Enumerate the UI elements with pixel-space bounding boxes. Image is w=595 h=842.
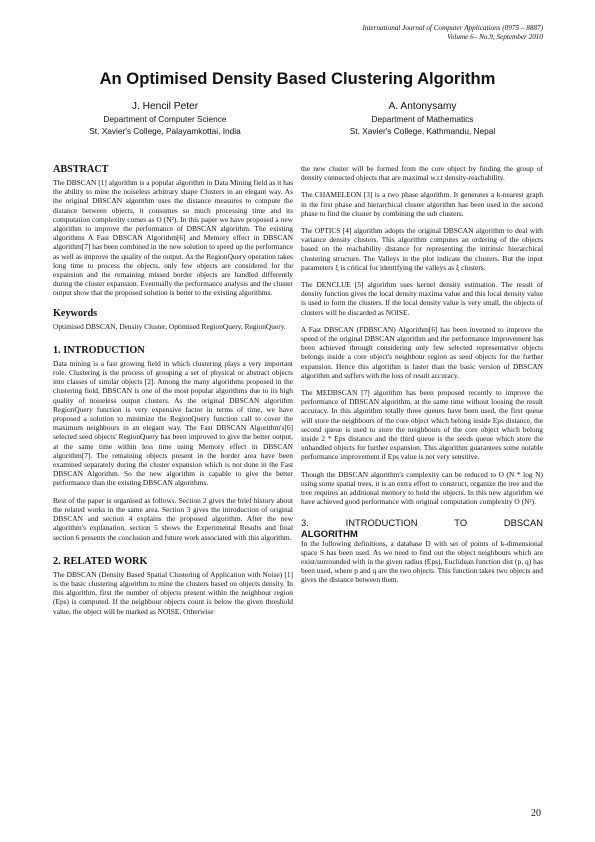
author-name: J. Hencil Peter	[131, 101, 199, 112]
paper-title: An Optimised Density Based Clustering Algorithm	[99, 69, 496, 88]
author-institution: St. Xavier's College, Palayamkottai, India	[89, 126, 241, 136]
author-department: Department of Mathematics	[371, 114, 474, 124]
journal-header	[362, 24, 543, 42]
section-heading-introduction: 1. INTRODUCTION	[53, 344, 145, 356]
section-heading-related-work: 2. RELATED WORK	[53, 555, 148, 567]
heading-word: DBSCAN	[503, 516, 543, 528]
related-work-paragraph-1: The DBSCAN (Density Based Spatial Clustering of Application with Noise) [1] is the basic clustering algorithm to mine the clusters based on objects density. In this algorithm, first the number of objects present within the neighbour region (Eps) is computed. If the neighbour objects count is below the given threshold value, the object will be marked as NOISE. Otherwise	[53, 569, 293, 616]
heading-word: TO	[454, 516, 468, 528]
related-work-paragraph-6: A Fast DBSCAN (FDBSCAN) Algorithm[6] has been invented to improve the speed of the original DBSCAN algorithm and the performance improvement has been achieved through considering only few selected representative objects belongs inside a core object's neighbour region as seed objects for the further expansion. Hence this algorithm is faster than the basic version of DBSCAN algorithm and suffers with the loss of result accuracy.	[301, 324, 543, 380]
journal-name: International Journal of Computer Applications (0975 – 8887)	[362, 24, 543, 32]
heading-word: ALGORITHM	[301, 527, 358, 539]
keywords-heading: Keywords	[53, 307, 98, 319]
introduction-paragraph-1: Data mining is a fast growing field in which clustering plays a very important role. Clustering is the process of grouping a set of physical or abstract objects into classes of similar objects [2]. Among the many algorithms proposed in the clustering field, DBSCAN is one of the most popular algorithms due to its high quality of noiseless output clusters. As the original DBSCAN algorithm RegionQuery function is very expensive factor in terms of time, we have proposed a solution to minimize the RegionQuery function call to cover the maximum neighbours in an elegant way. The Fast DBSCAN Algorithm's[6] selected seed objects' RegionQuery has been improved to give the better output, at the same time within less time using Memory effect in DBSCAN algorithm[7]. The remaining objects present in the border area have been examined separately during the cluster expansion which is not done in the Fast DBSCAN Algorithm. So the new algorithm is capable to give the better performance than the existing DBSCAN algorithms.	[53, 358, 293, 488]
author-name: A. Antonysamy	[388, 101, 457, 112]
related-work-paragraph-4: The OPTICS [4] algorithm adopts the original DBSCAN algorithm to deal with variance density clusters. This algorithm computes an ordering of the objects based on the reachability distance for representing the intrinsic hierarchical clustering structure. The Valleys in the plot indicate the clusters. But the input parameters ξ is critical for identifying the valleys as ξ clusters.	[301, 226, 543, 272]
author-institution: St. Xavier's College, Kathmandu, Nepal	[349, 126, 496, 136]
section-heading-dbscan	[301, 517, 543, 539]
left-column	[53, 164, 293, 624]
dbscan-intro-paragraph: In the following definitions, a database D with set of points of k-dimensional space S has been used. As we need to find out the object neighbours which are exist/surrounded with in the given radius (Eps), Euclidean function dist (p, q) has been used, where p and q are the two objects. This function takes two objects and gives the distance between them.	[301, 538, 543, 585]
author-block-2	[300, 100, 545, 137]
related-work-paragraph-2: the new cluster will be formed from the core object by finding the group of density connected objects that are maximal w.r.t density-reachability.	[301, 164, 543, 183]
keywords-text: Optimised DBSCAN, Density Cluster, Optimised RegionQuery, RegionQuery.	[53, 321, 286, 331]
related-work-paragraph-7: The MEDBSCAN [7] algorithm has been proposed recently to improve the performance of DBSCAN algorithm, at the same time without loosing the result accuracy. In this algorithm totally three queues have been used, the first queue will store the neighbours of the core object which belong inside Eps distance, the second queue is used to store the neighbours of the core object which belong inside 2 * Eps distance and the third queue is the seeds queue which store the unhandled objects for further expansion. This algorithm guarantees some notable performance improvement if Eps value is not very sensitive.	[301, 388, 543, 462]
heading-word: INTRODUCTION	[345, 516, 418, 528]
related-work-paragraph-8: Though the DBSCAN algorithm's complexity can be reduced to O (N * log N) using some spatial trees, it is an extra effort to construct, organize the tree and the tree requires an additional memory to hold the objects. In this new algorithm we have achieved good performance with original computation complexity O (N²).	[301, 469, 543, 507]
introduction-paragraph-2: Rest of the paper is organised as follows. Section 2 gives the brief history about the related works in the same area. Section 3 gives the introduction of original DBSCAN and section 4 explains the proposed algorithm. After the new algorithm's explanation, section 5 shows the Experimental Results and final section 6 presents the conclusion and future work associated with this algorithm.	[53, 495, 293, 542]
abstract-heading: ABSTRACT	[53, 164, 109, 175]
related-work-paragraph-5: The DENCLUE [5] algorithm uses kernel density estimation. The result of density function gives the local density maxima value and this local density value is used to form the clusters. If the local density value is very small, the objects of clusters will be discarded as NOISE.	[301, 280, 543, 317]
author-block-1	[40, 100, 290, 137]
author-department: Department of Computer Science	[103, 114, 227, 124]
page-number: 20	[531, 808, 541, 819]
related-work-paragraph-3: The CHAMELEON [3] is a two phase algorithm. It generates a k-nearest graph in the first phase and hierarchical cluster algorithm has been used in the second phase to find the cluster by combining the sub clusters.	[301, 190, 543, 218]
journal-volume: Volume 6– No.9, September 2010	[447, 33, 543, 41]
right-column	[301, 164, 543, 593]
abstract-text: The DBSCAN [1] algorithm is a popular algorithm in Data Mining field as it has the ability to mine the noiseless arbitrary shape Clusters in an elegant way. As the original DBSCAN algorithm uses the distance measures to compute the distance between objects, it consumes so much processing time and its computation complexity comes as O (N²). In this paper we have proposed a new algorithm to improve the performance of DBSCAN algorithm. The existing algorithms A Fast DBSCAN Algorithm[6] and Memory effect in DBSCAN algorithm[7] has been combined in the new solution to speed up the performance as well as improve the quality of the output. As the RegionQuery operation takes long time to process the objects, only few objects are considered for the expansion and the remaining missed border objects are handled differently during the cluster expansion. Eventually the performance analysis and the cluster output show that the proposed solution is better to the existing algorithms.	[53, 178, 293, 298]
heading-word: 3.	[301, 516, 309, 528]
